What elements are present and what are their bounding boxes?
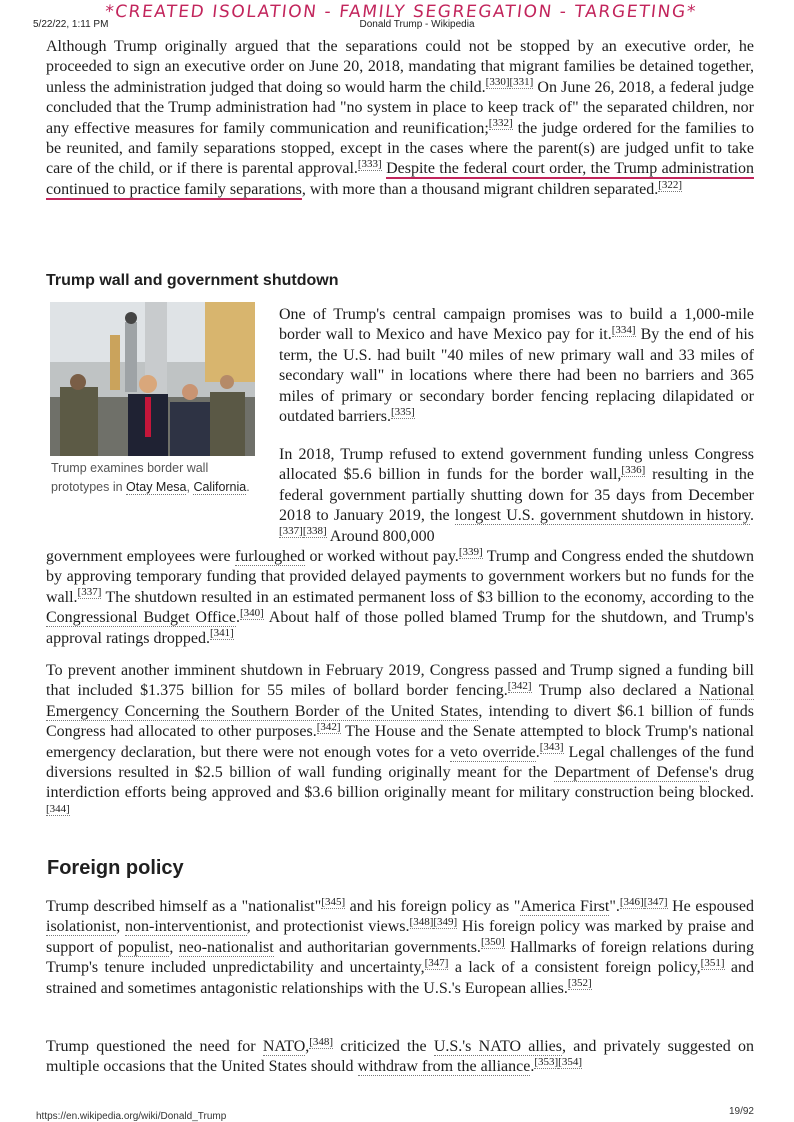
link-neo-nationalist[interactable]: neo-nationalist (178, 938, 274, 956)
link-department-of-defense[interactable]: Department of Defense (554, 764, 709, 782)
link-cbo[interactable]: Congressional Budget Office (46, 609, 236, 627)
border-wall-photo[interactable] (50, 302, 255, 456)
citation[interactable]: [336] (621, 464, 646, 477)
link-longest-shutdown[interactable]: longest U.S. government shutdown in history (454, 507, 751, 525)
citation[interactable]: [353][354] (534, 1056, 582, 1069)
citation[interactable]: [346][347] (619, 895, 668, 908)
link-america-first[interactable]: America First (520, 898, 610, 915)
citation[interactable]: [348] (309, 1035, 334, 1048)
paragraph-national-emergency: To prevent another imminent shutdown in February 2019, Congress passed and Trump signed a funding bill that included $1.375 billion for 55 miles of bollard border fencing.[342] Trump also declared a National Emergency Concerning the Southern Border of the United States, intending to divert $6.1 billion of funds Congress had allocated to other purposes.[342] The House and the Senate attempted to block Trump's national emergency declaration, but there were not enough votes for a veto override.[343] Legal challenges of the fund diversions resulted in $2.5 billion of wall funding originally meant for the Department of Defense's drug interdiction efforts being approved and $3.6 billion originally meant for military construction being blocked.[344] (46, 662, 755, 815)
citation[interactable]: [335] (390, 405, 415, 418)
citation[interactable]: [334] (611, 324, 636, 337)
citation[interactable]: [341] (209, 627, 234, 640)
link-non-interventionist[interactable]: non-interventionist (125, 918, 247, 936)
link-california[interactable]: California (193, 480, 247, 494)
citation[interactable]: [337] (77, 586, 102, 599)
citation[interactable]: [333] (357, 158, 382, 171)
citation[interactable]: [351] (700, 956, 725, 969)
citation[interactable]: [352] (567, 977, 592, 990)
photo-image (50, 302, 255, 456)
print-timestamp: 5/22/22, 1:11 PM (33, 19, 109, 30)
section-heading-wall: Trump wall and government shutdown (46, 272, 339, 289)
link-nato[interactable]: NATO (262, 1038, 306, 1055)
citation[interactable]: [342] (507, 680, 532, 693)
paragraph-nato: Trump questioned the need for NATO,[348] criticized the U.S.'s NATO allies, and privately suggested on multiple occasions that the United States should withdraw from the alliance.[353][354] (46, 1035, 755, 1076)
photo-caption: Trump examines border wall prototypes in Otay Mesa, California. (51, 461, 250, 494)
link-national-emergency[interactable]: National Emergency Concerning the Southern Border of the United States (46, 682, 755, 720)
section-heading-foreign-policy: Foreign policy (47, 857, 184, 879)
citation[interactable]: [342] (316, 720, 341, 733)
page-number: 19/92 (728, 1106, 754, 1117)
citation[interactable]: [332] (488, 117, 513, 130)
paragraph-shutdown: In 2018, Trump refused to extend government funding unless Congress allocated $5.6 billion in funds for the border wall,[336] resulting in the federal government partially shutting down for 35 days from December 2018 to January 2019, the longest U.S. government shutdown in history.[337][338] Around 800,000 (279, 446, 755, 545)
link-otay-mesa[interactable]: Otay Mesa (126, 480, 187, 494)
citation[interactable]: [348][349] (409, 916, 458, 929)
paragraph-foreign-policy: Trump described himself as a "nationalist"[345] and his foreign policy as "America First".[346][347] He espoused isolationist, non-interventionist, and protectionist views.[348][349] His foreign policy was marked by praise and support of populist, neo-nationalist and authoritarian governments.[350] Hallmarks of foreign relations during Trump's tenure included unpredictability and uncertainty,[347] a lack of a consistent foreign policy,[351] and strained and sometimes antagonistic relationships with the U.S.'s European allies.[352] (46, 895, 755, 997)
page-url: https://en.wikipedia.org/wiki/Donald_Trump (36, 1111, 227, 1122)
print-page-title: Donald Trump - Wikipedia (359, 19, 475, 30)
paragraph-shutdown-continued: government employees were furloughed or worked without pay.[339] Trump and Congress ended the shutdown by approving temporary funding that provided delayed payments to government workers but no funds for the wall.[337] The shutdown resulted in an estimated permanent loss of $3 billion to the economy, according to the Congressional Budget Office.[340] About half of those polled blamed Trump for the shutdown, and Trump's approval ratings dropped.[341] (46, 545, 755, 647)
link-veto-override[interactable]: veto override (450, 743, 536, 761)
link-nato-allies[interactable]: U.S.'s NATO allies (433, 1038, 563, 1055)
citation[interactable]: [339] (458, 545, 483, 558)
citation[interactable]: [322] (658, 178, 683, 191)
citation[interactable]: [337][338] (279, 525, 327, 538)
citation[interactable]: [340] (240, 606, 264, 619)
link-withdraw-alliance[interactable]: withdraw from the alliance (357, 1058, 531, 1076)
link-furloughed[interactable]: furloughed (234, 548, 306, 565)
citation[interactable]: [350] (480, 936, 505, 949)
link-isolationist[interactable]: isolationist (46, 918, 117, 936)
citation[interactable]: [343] (539, 741, 564, 754)
citation[interactable]: [330][331] (485, 76, 534, 89)
link-populist[interactable]: populist (117, 938, 170, 956)
paragraph-wall-promise: One of Trump's central campaign promises was to build a 1,000-mile border wall to Mexico and have Mexico pay for it.[334] By the end of his term, the U.S. had built "40 miles of new primary wall and 33 miles of secondary wall" in locations where there had been no barriers and 365 miles of primary or secondary border fencing replacing dilapidated or outdated barriers.[335] (279, 306, 755, 426)
citation[interactable]: [345] (321, 895, 346, 908)
handwritten-annotation: *CREATED ISOLATION - FAMILY SEGREGATION - TARGETING* (103, 2, 698, 22)
paragraph-family-separation: Although Trump originally argued that the separations could not be stopped by an executive order, he proceeded to sign an executive order on June 20, 2018, mandating that migrant families be detained together, unless the administration judged that doing so would harm the child.[330][331] On June 26, 2018, a federal judge concluded that the Trump administration had "no system in place to keep track of" the separated children, nor any effective measures for family communication and reunification;[332] the judge ordered for the families to be reunited, and family separations stopped, except in the cases where the parent(s) are judged unfit to take care of the child, or if there is parental approval.[333] Despite the federal court order, the Trump administration continued to practice family separations, with more than a thousand migrant children separated.[322] (46, 38, 755, 198)
citation[interactable]: [344] (46, 802, 70, 815)
citation[interactable]: [347] (424, 956, 449, 969)
handwritten-underline-text: Despite the federal court order, the Trump administration continued to practice family separations (46, 160, 755, 198)
